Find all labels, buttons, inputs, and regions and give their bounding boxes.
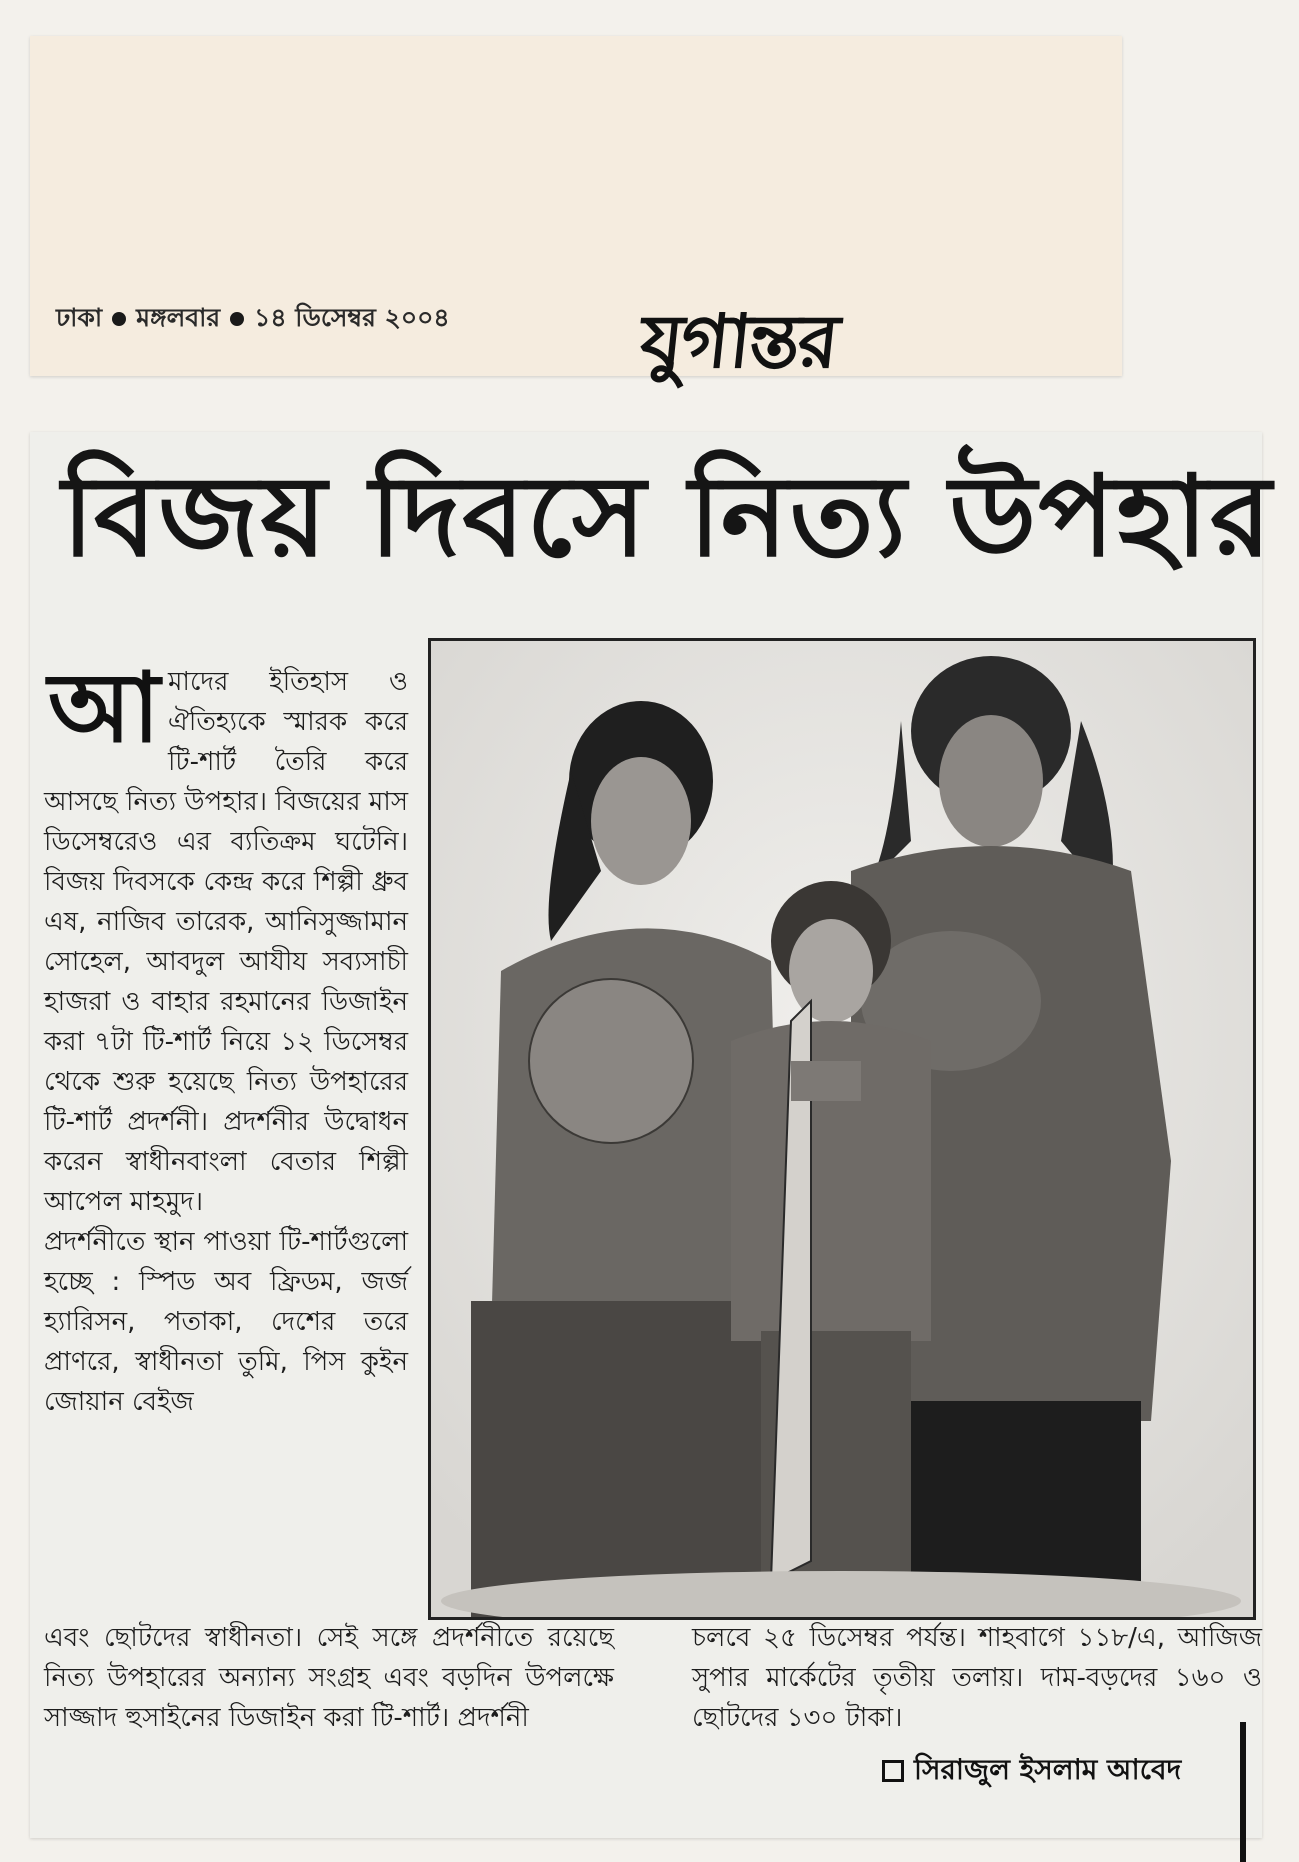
- article-paragraph-3: এবং ছোটদের স্বাধীনতা। সেই সঙ্গে প্রদর্শনীতে রয়েছে নিত্য উপহারের অন্যান্য সংগ্রহ এবং বড়দিন উপলক্ষে সাজ্জাদ হুসাইনের ডিজাইন করা টি-শার্ট। প্রদর্শনী: [44, 1623, 614, 1733]
- square-bullet-icon: [882, 1760, 904, 1782]
- byline-name: সিরাজুল ইসলাম আবেদ: [914, 1753, 1182, 1786]
- newspaper-masthead: যুগান্তর: [636, 299, 842, 385]
- masthead-clipping: [30, 36, 1122, 385]
- article-paragraph-4: চলবে ২৫ ডিসেম্বর পর্যন্ত। শাহবাগে ১১৮/এ, আজিজ সুপার মার্কেটের তৃতীয় তলায়। দাম-বড়দের ১৬০ ও ছোটদের ১৩০ টাকা।: [692, 1623, 1262, 1733]
- article-left-column: [44, 652, 408, 1422]
- dateline-weekday: মঙ্গলবার: [136, 303, 221, 332]
- bullet-dot-icon: [230, 312, 244, 326]
- drop-cap: আ: [48, 652, 160, 764]
- article-paragraph-1: মাদের ইতিহাস ও ঐতিহ্যকে স্মারক করে টি-শার্ট তৈরি করে আসছে নিত্য উপহার। বিজয়ের মাস ডিসেম্বরেও এর ব্যতিক্রম ঘটেনি। বিজয় দিবসকে কেন্দ্র করে শিল্পী ধ্রুব এষ, নাজিব তারেক, আনিসুজ্জামান সোহেল, আবদুল আযীয সব্যসাচী হাজরা ও বাহার রহমানের ডিজাইন করা ৭টা টি-শার্ট নিয়ে ১২ ডিসেম্বর থেকে শুরু হয়েছে নিত্য উপহারের টি-শার্ট প্রদর্শনী। প্রদর্শনীর উদ্বোধন করেন স্বাধীনবাংলা বেতার শিল্পী আপেল মাহমুদ।: [44, 667, 408, 1217]
- article-paragraph-2: প্রদর্শনীতে স্থান পাওয়া টি-শার্টগুলো হচ্ছে : স্পিড অব ফ্রিডম, জর্জ হ্যারিসন, পতাকা, দেশের তরে প্রাণরে, স্বাধীনতা তুমি, পিস কুইন জোয়ান বেইজ: [44, 1227, 408, 1417]
- photo-three-people: [431, 641, 1253, 1617]
- dateline: [56, 298, 450, 341]
- article-clipping: [30, 432, 1274, 1838]
- edge-mark: [1240, 1722, 1246, 1862]
- dateline-date: ১৪ ডিসেম্বর ২০০৪: [254, 303, 450, 332]
- article-headline: বিজয় দিবসে নিত্য উপহার: [62, 452, 1274, 582]
- bullet-dot-icon: [112, 312, 126, 326]
- article-photo: [428, 638, 1256, 1620]
- dateline-city: ঢাকা: [56, 303, 103, 332]
- article-byline: [882, 1748, 1181, 1795]
